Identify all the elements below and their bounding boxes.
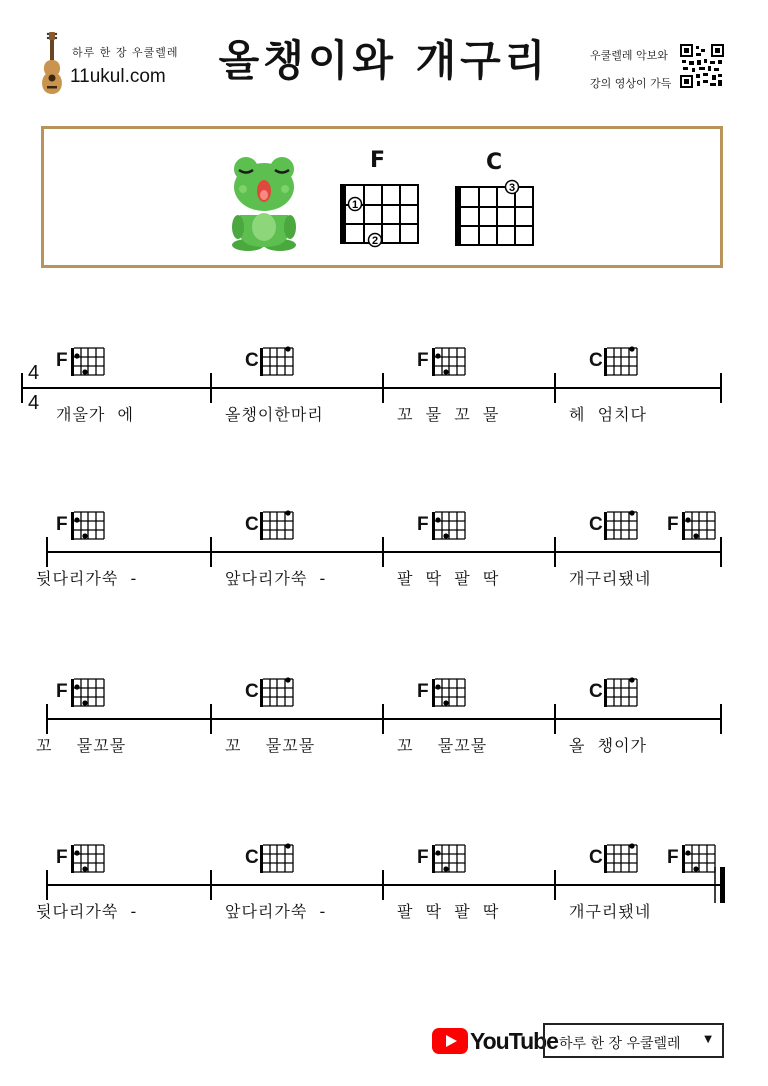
chord-label: F [667, 847, 679, 868]
mini-chord-diagram-f [70, 843, 110, 877]
mini-chord-diagram-f [681, 843, 721, 877]
lyric-text: 뒷다리가쑥 - [36, 902, 138, 921]
channel-select-button[interactable] [543, 1023, 724, 1058]
chord-label: C [245, 681, 259, 702]
finger-number: 3 [508, 182, 516, 194]
mini-chord-diagram-f [431, 346, 471, 380]
mini-chord-diagram-f [70, 677, 110, 711]
chord-label: F [417, 350, 429, 371]
channel-name: 하루 한 장 우쿨렐레 [559, 1036, 681, 1052]
brand-site-link[interactable]: 11ukul.com [70, 66, 166, 87]
chord-label: F [56, 681, 68, 702]
mini-chord-diagram-c [259, 346, 299, 380]
time-signature-top: 4 [28, 362, 40, 384]
chord-label: C [245, 350, 259, 371]
lyric-text: 앞다리가쑥 - [225, 569, 327, 588]
mini-chord-diagram-c [259, 677, 299, 711]
mini-chord-diagram-f [70, 346, 110, 380]
chord-diagram-f [337, 180, 423, 250]
lyric-text: 뒷다리가쑥 - [36, 569, 138, 588]
promo-text-line1: 우쿨렐레 악보와 [590, 49, 668, 62]
mini-chord-diagram-f [681, 510, 721, 544]
lyric-text: 올챙이한마리 [225, 405, 324, 424]
chord-chart-f-label: F [370, 148, 386, 173]
mini-chord-diagram-c [603, 346, 643, 380]
page-title: 올챙이와 개구리 [218, 36, 550, 85]
chord-label: C [245, 514, 259, 535]
chord-diagram-c [452, 178, 538, 250]
chord-label: C [589, 847, 603, 868]
chord-label: F [56, 350, 68, 371]
youtube-logo-icon[interactable] [432, 1028, 468, 1054]
mini-chord-diagram-c [259, 843, 299, 877]
lyric-text: 헤 엄치다 [569, 405, 647, 424]
mini-chord-diagram-f [431, 510, 471, 544]
chord-label: F [56, 847, 68, 868]
chord-label: F [667, 514, 679, 535]
finger-number: 2 [371, 235, 379, 247]
lyric-text: 꼬 물꼬물 [397, 736, 488, 755]
mini-chord-diagram-f [70, 510, 110, 544]
mini-chord-diagram-c [603, 677, 643, 711]
final-bar-line [720, 867, 725, 903]
lyric-text: 팔 딱 팔 딱 [397, 902, 500, 921]
chord-label: C [245, 847, 259, 868]
chord-label: C [589, 514, 603, 535]
chord-label: F [417, 681, 429, 702]
chord-label: F [417, 847, 429, 868]
lyric-text: 개구리됐네 [569, 569, 652, 588]
lyric-text: 꼬 물꼬물 [225, 736, 316, 755]
frog-icon [226, 155, 302, 251]
mini-chord-diagram-c [259, 510, 299, 544]
lyric-text: 팔 딱 팔 딱 [397, 569, 500, 588]
brand-slogan: 하루 한 장 우쿨렐레 [72, 46, 179, 59]
lyric-text: 올 챙이가 [569, 736, 647, 755]
time-signature-bottom: 4 [28, 392, 40, 414]
chord-label: F [56, 514, 68, 535]
lyric-text: 꼬 물 꼬 물 [397, 405, 500, 424]
mini-chord-diagram-c [603, 843, 643, 877]
chevron-down-icon: ▼ [704, 1034, 712, 1045]
chord-label: F [417, 514, 429, 535]
lyric-text: 개울가 에 [56, 405, 134, 424]
lyric-text: 개구리됐네 [569, 902, 652, 921]
promo-text-line2: 강의 영상이 가득 [590, 77, 672, 90]
lyric-text: 꼬 물꼬물 [36, 736, 127, 755]
chord-label: C [589, 350, 603, 371]
chord-label: C [589, 681, 603, 702]
finger-number: 1 [351, 199, 359, 211]
mini-chord-diagram-f [431, 843, 471, 877]
youtube-wordmark[interactable]: YouTube [470, 1028, 558, 1054]
lyric-text: 앞다리가쑥 - [225, 902, 327, 921]
qr-code-icon[interactable] [680, 44, 724, 88]
mini-chord-diagram-f [431, 677, 471, 711]
chord-chart-c-label: C [486, 150, 503, 175]
mini-chord-diagram-c [603, 510, 643, 544]
